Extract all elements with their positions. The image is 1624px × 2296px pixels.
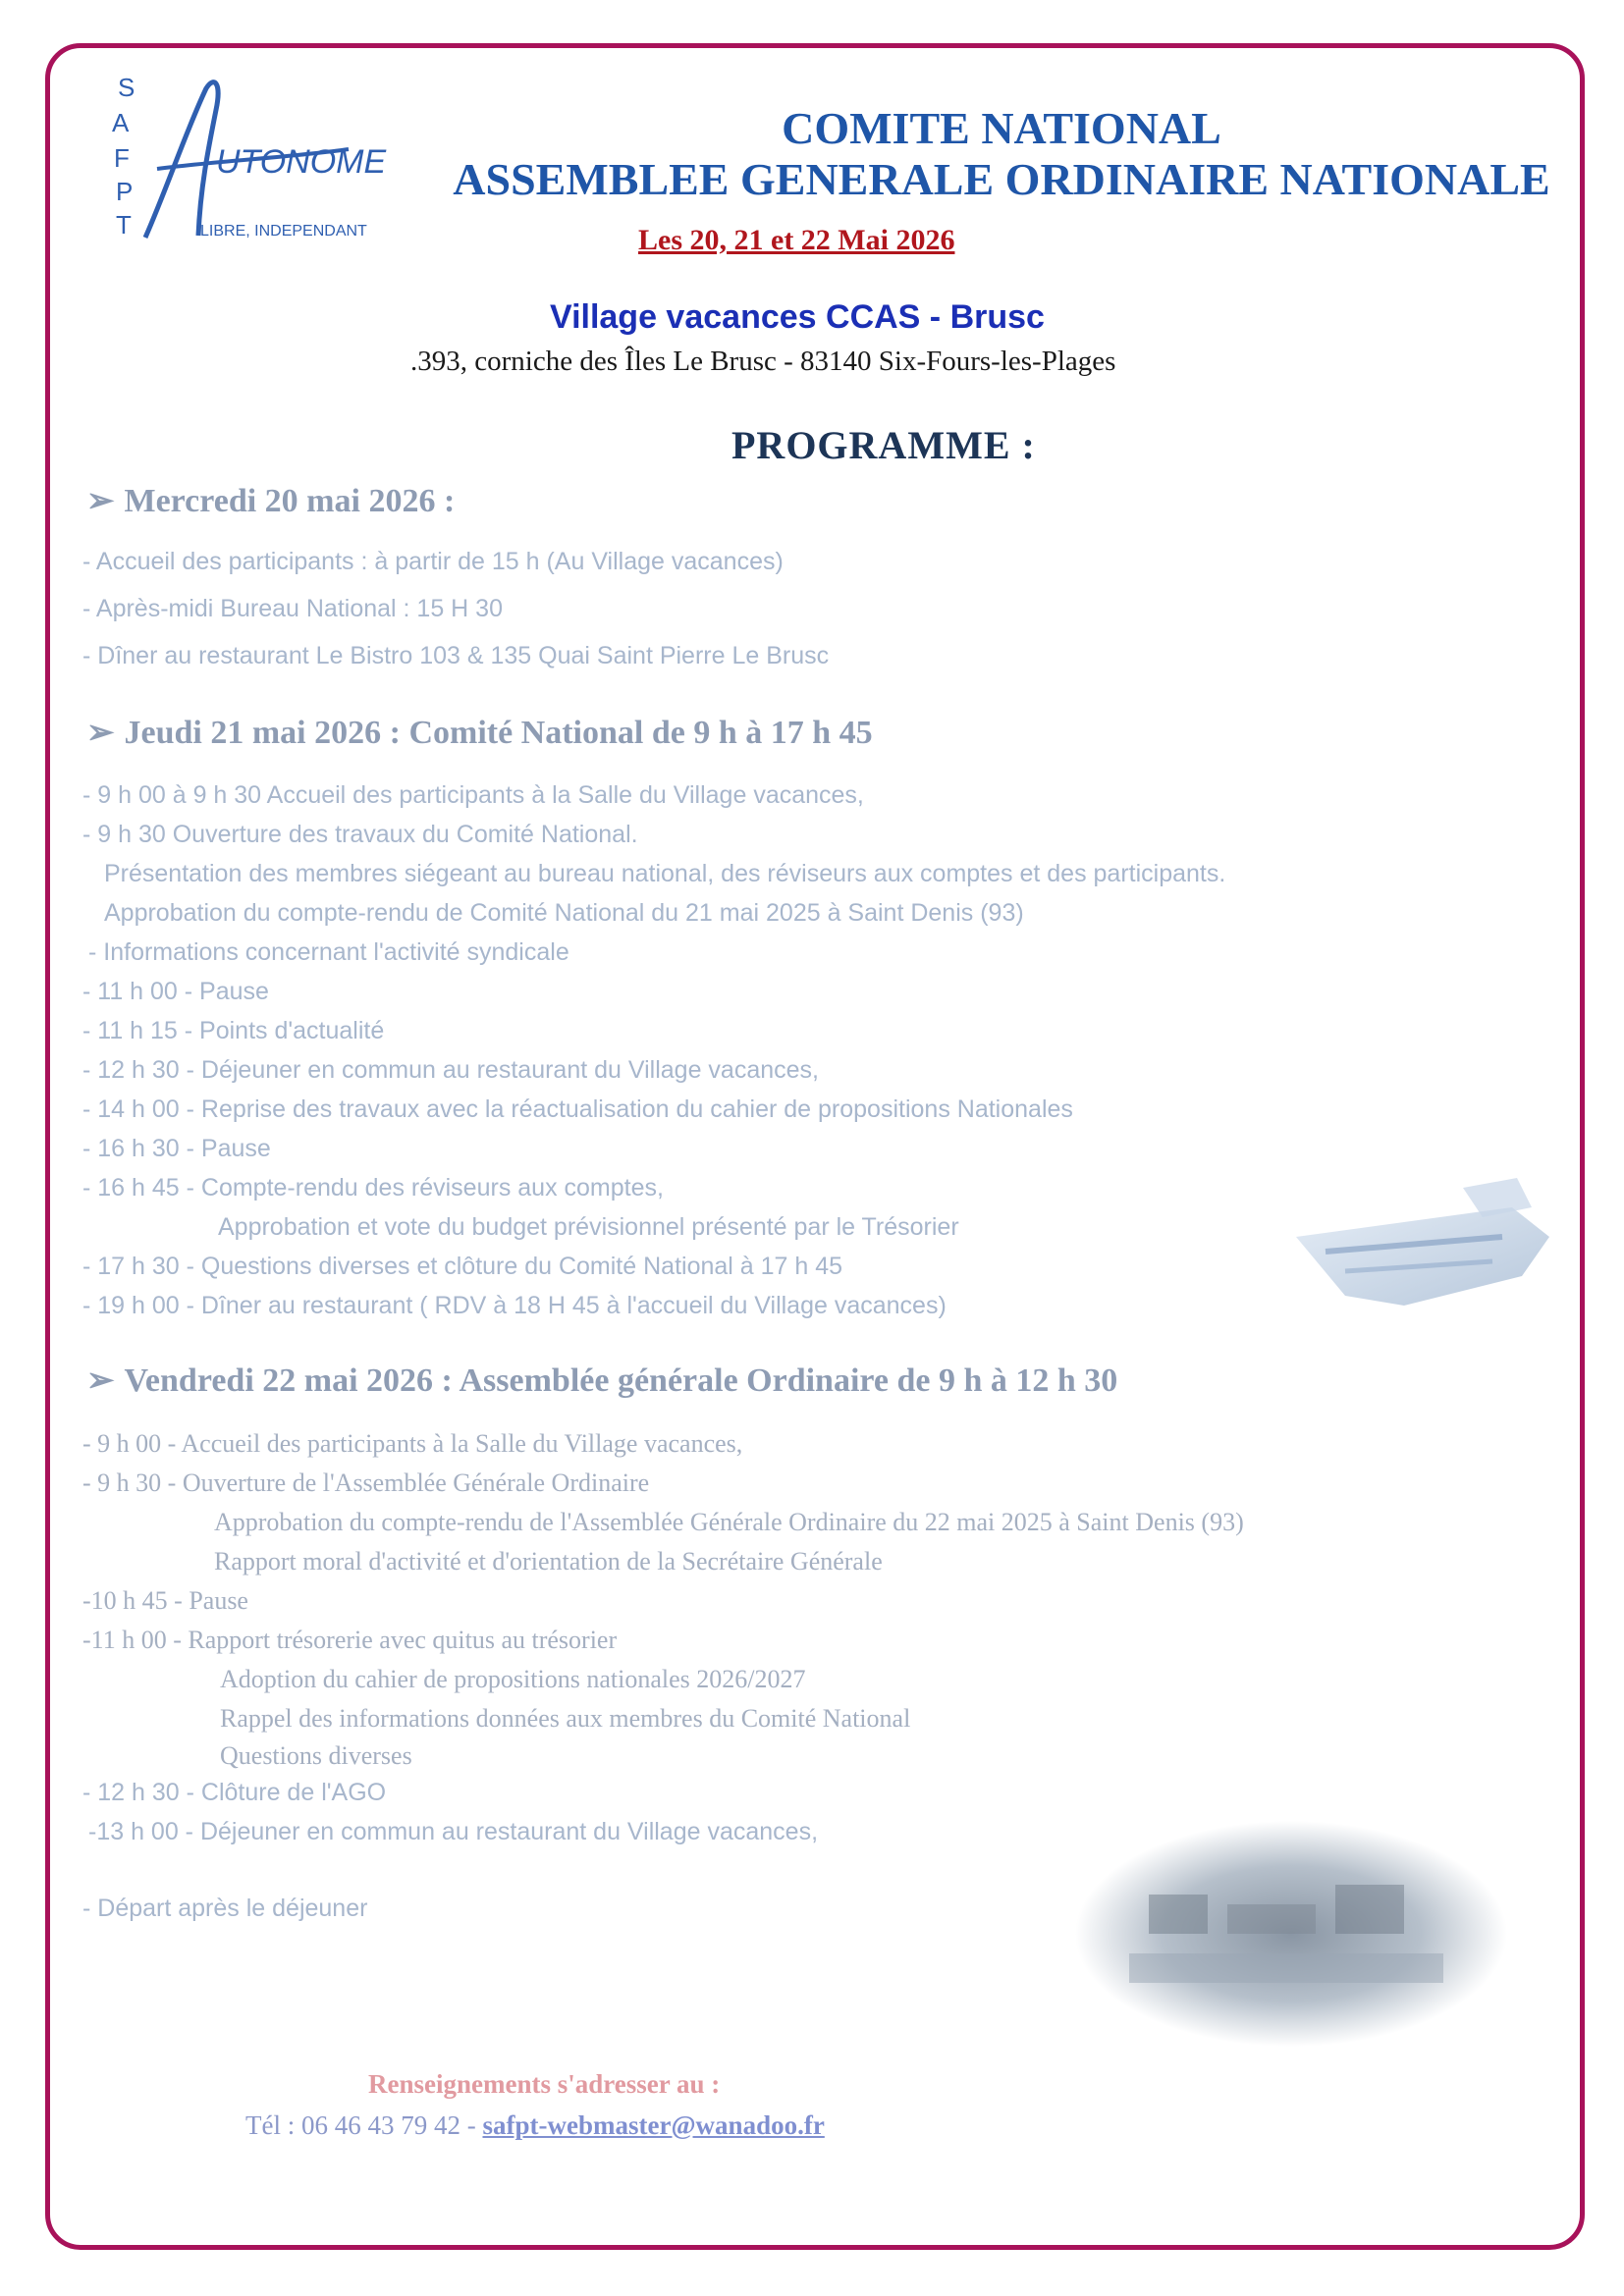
list-item: -13 h 00 - Déjeuner en commun au restaurant du Village vacances, [88,1818,819,1845]
list-item: Rapport moral d'activité et d'orientation de la Secrétaire Générale [214,1547,883,1575]
list-item: - 14 h 00 - Reprise des travaux avec la réactualisation du cahier de propositions Nationales [82,1095,1073,1123]
arrow-icon: ➢ [86,483,115,519]
svg-text:S: S [118,73,135,102]
list-item: Approbation du compte-rendu de l'Assemblée Générale Ordinaire du 22 mai 2025 à Saint Denis (93) [214,1508,1244,1536]
svg-text:F: F [114,143,130,173]
list-item: Approbation et vote du budget prévisionnel présenté par le Trésorier [218,1213,959,1241]
list-item: - Dîner au restaurant Le Bistro 103 & 135 Quai Saint Pierre Le Brusc [82,642,830,669]
list-item: - 16 h 30 - Pause [82,1135,271,1162]
list-item: - 17 h 30 - Questions diverses et clôture du Comité National à 17 h 45 [82,1253,843,1280]
contact-phone: Tél : 06 46 43 79 42 - [245,2110,476,2140]
svg-text:A: A [112,108,130,137]
venue-address: .393, corniche des Îles Le Brusc - 83140 Six-Fours-les-Plages [410,346,1116,377]
list-item: Rappel des informations données aux membres du Comité National [220,1704,911,1733]
svg-text:LIBRE, INDEPENDANT: LIBRE, INDEPENDANT [200,223,367,240]
list-item: Questions diverses [220,1741,412,1770]
day-heading-thursday: ➢ Jeudi 21 mai 2026 : Comité National de 9 h à 17 h 45 [86,715,873,751]
list-item: - 12 h 30 - Clôture de l'AGO [82,1779,387,1806]
list-item: - Informations concernant l'activité syndicale [88,938,569,966]
list-item: - 9 h 00 à 9 h 30 Accueil des participants à la Salle du Village vacances, [82,781,864,809]
list-item: - Départ après le déjeuner [82,1895,368,1922]
list-item: - 12 h 30 - Déjeuner en commun au restaurant du Village vacances, [82,1056,819,1084]
svg-text:T: T [116,210,132,240]
safpt-logo [98,71,403,257]
list-item: - 16 h 45 - Compte-rendu des réviseurs aux comptes, [82,1174,664,1201]
boat-illustration [1286,1168,1561,1325]
arrow-icon: ➢ [86,715,115,751]
list-item: - Accueil des participants : à partir de 15 h (Au Village vacances) [82,548,784,575]
list-item: Approbation du compte-rendu de Comité National du 21 mai 2025 à Saint Denis (93) [104,899,1024,927]
list-item: - 9 h 30 - Ouverture de l'Assemblée Générale Ordinaire [82,1468,650,1497]
event-dates: Les 20, 21 et 22 Mai 2026 [638,224,955,256]
list-item: - 19 h 00 - Dîner au restaurant ( RDV à 18 H 45 à l'accueil du Village vacances) [82,1292,947,1319]
list-item: - 9 h 30 Ouverture des travaux du Comité National. [82,821,638,848]
village-photo [1070,1816,1512,2052]
day-heading-friday: ➢ Vendredi 22 mai 2026 : Assemblée générale Ordinaire de 9 h à 12 h 30 [86,1362,1118,1399]
svg-text:P: P [116,177,134,206]
list-item: Présentation des membres siégeant au bureau national, des réviseurs aux comptes et des participants. [104,860,1226,887]
contact-label: Renseignements s'adresser au : [368,2069,721,2099]
contact-line [245,2110,825,2141]
header-title-line2: ASSEMBLEE GENERALE ORDINAIRE NATIONALE [453,154,1550,204]
svg-text:UTONOME: UTONOME [216,143,387,181]
list-item: Adoption du cahier de propositions nationales 2026/2027 [220,1665,806,1693]
list-item: - Après-midi Bureau National : 15 H 30 [82,595,503,622]
arrow-icon: ➢ [86,1362,115,1399]
list-item: - 11 h 00 - Pause [82,978,269,1005]
list-item: - 9 h 00 - Accueil des participants à la Salle du Village vacances, [82,1429,743,1458]
list-item: - 11 h 15 - Points d'actualité [82,1017,385,1044]
list-item: -11 h 00 - Rapport trésorerie avec quitus au trésorier [82,1626,618,1654]
programme-heading: PROGRAMME : [731,423,1036,467]
contact-email-link[interactable]: safpt-webmaster@wanadoo.fr [482,2110,825,2140]
header-title-line1: COMITE NATIONAL [782,103,1221,153]
list-item: -10 h 45 - Pause [82,1586,248,1615]
day-heading-wednesday: ➢ Mercredi 20 mai 2026 : [86,483,456,519]
venue-name: Village vacances CCAS - Brusc [550,298,1045,336]
